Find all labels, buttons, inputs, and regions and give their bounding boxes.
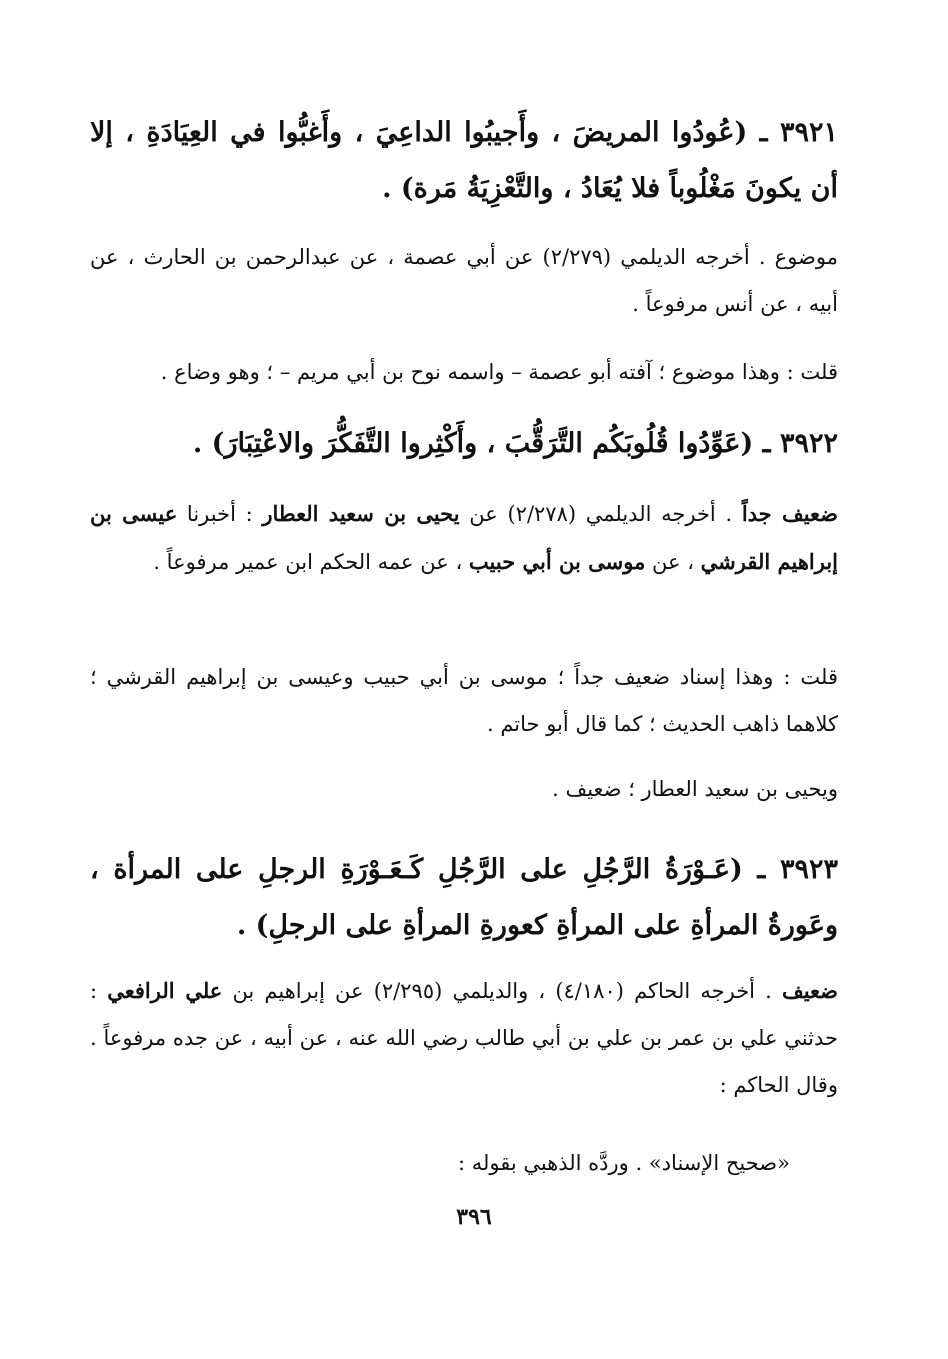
takhrij-text: : حدثني علي بن عمر بن علي بن أبي طالب رضي الله عنه ، عن أبيه ، عن جده مرفوعاً . وقال الحاكم : bbox=[90, 979, 838, 1097]
hadith-3922-takhrij bbox=[90, 490, 838, 586]
page-number: ٣٩٦ bbox=[456, 1204, 492, 1230]
narrator-name: يحيى بن سعيد العطار bbox=[262, 501, 460, 526]
hadith-3921-takhrij bbox=[90, 234, 838, 328]
takhrij-text: . أخرجه الديلمي (٢/٢٧٩) عن أبي عصمة ، عن عبدالرحمن بن الحارث ، عن أبيه ، عن أنس مرفوعاً . bbox=[90, 245, 838, 316]
hadith-number: ٣٩٢٣ bbox=[779, 854, 838, 885]
hadith-3922-comment-2 bbox=[90, 766, 838, 813]
hadith-3921-text bbox=[90, 105, 838, 217]
hadith-3921-comment bbox=[90, 349, 838, 396]
hadith-number: ٣٩٢١ bbox=[779, 117, 838, 148]
grade-label: ضعيف جداً bbox=[741, 501, 839, 526]
hadith-3923-text bbox=[90, 842, 838, 954]
takhrij-text: . أخرجه الحاكم (٤/١٨٠) ، والديلمي (٢/٢٩٥) عن إبراهيم بن bbox=[222, 979, 782, 1003]
comment-text: «صحيح الإسناد» . وردَّه الذهبي بقوله : bbox=[457, 1151, 790, 1175]
hadith-3923-takhrij bbox=[90, 967, 838, 1109]
narrator-name: موسى بن أبي حبيب bbox=[468, 549, 646, 574]
takhrij-text: : أخبرنا bbox=[177, 502, 263, 526]
hadith-3922-comment-1 bbox=[90, 654, 838, 748]
narrator-name: علي الرافعي bbox=[107, 978, 223, 1003]
takhrij-text: . أخرجه الديلمي (٢/٢٧٨) عن bbox=[459, 502, 742, 526]
grade-label: موضوع bbox=[774, 245, 838, 269]
comment-text: ويحيى بن سعيد العطار ؛ ضعيف . bbox=[552, 777, 838, 801]
narrator-name: عيسى بن إبراهيم القرشي bbox=[90, 501, 838, 574]
grade-label: ضعيف bbox=[781, 978, 839, 1003]
hadith-matn: ـ (عُودُوا المريضَ ، وأَجيبُوا الداعِيَ ، وأَغبُّوا في العِيَادَةِ ، إلا أن يكونَ مَغْلُوباً فلا يُعَادُ ، والتَّعْزِيَةُ مَرة) . bbox=[90, 117, 838, 204]
hadith-matn: ـ (عَـوْرَةُ الرَّجُلِ على الرَّجُلِ كَـعَـوْرَةِ الرجلِ على المرأة ، وعَورةُ المرأةِ على المرأةِ كعورةِ المرأةِ على الرجلِ) . bbox=[90, 854, 838, 941]
hadith-number: ٣٩٢٢ bbox=[779, 428, 838, 459]
hadith-3923-comment bbox=[150, 1140, 790, 1187]
takhrij-text: ، عن عمه الحكم ابن عمير مرفوعاً . bbox=[153, 550, 469, 574]
comment-text: قلت : وهذا موضوع ؛ آفته أبو عصمة – واسمه نوح بن أبي مريم – ؛ وهو وضاع . bbox=[160, 360, 838, 384]
takhrij-text: ، عن bbox=[645, 550, 701, 574]
hadith-3922-text bbox=[90, 416, 838, 472]
hadith-matn: ـ (عَوِّدُوا قُلُوبَكُم التَّرَقُّبَ ، وأَكْثِروا التَّفَكُّرَ والاعْتِبَارَ) . bbox=[192, 428, 780, 459]
comment-text: قلت : وهذا إسناد ضعيف جداً ؛ موسى بن أبي حبيب وعيسى بن إبراهيم القرشي ؛ كلاهما ذاهب الحديث ؛ كما قال أبو حاتم . bbox=[90, 665, 838, 736]
